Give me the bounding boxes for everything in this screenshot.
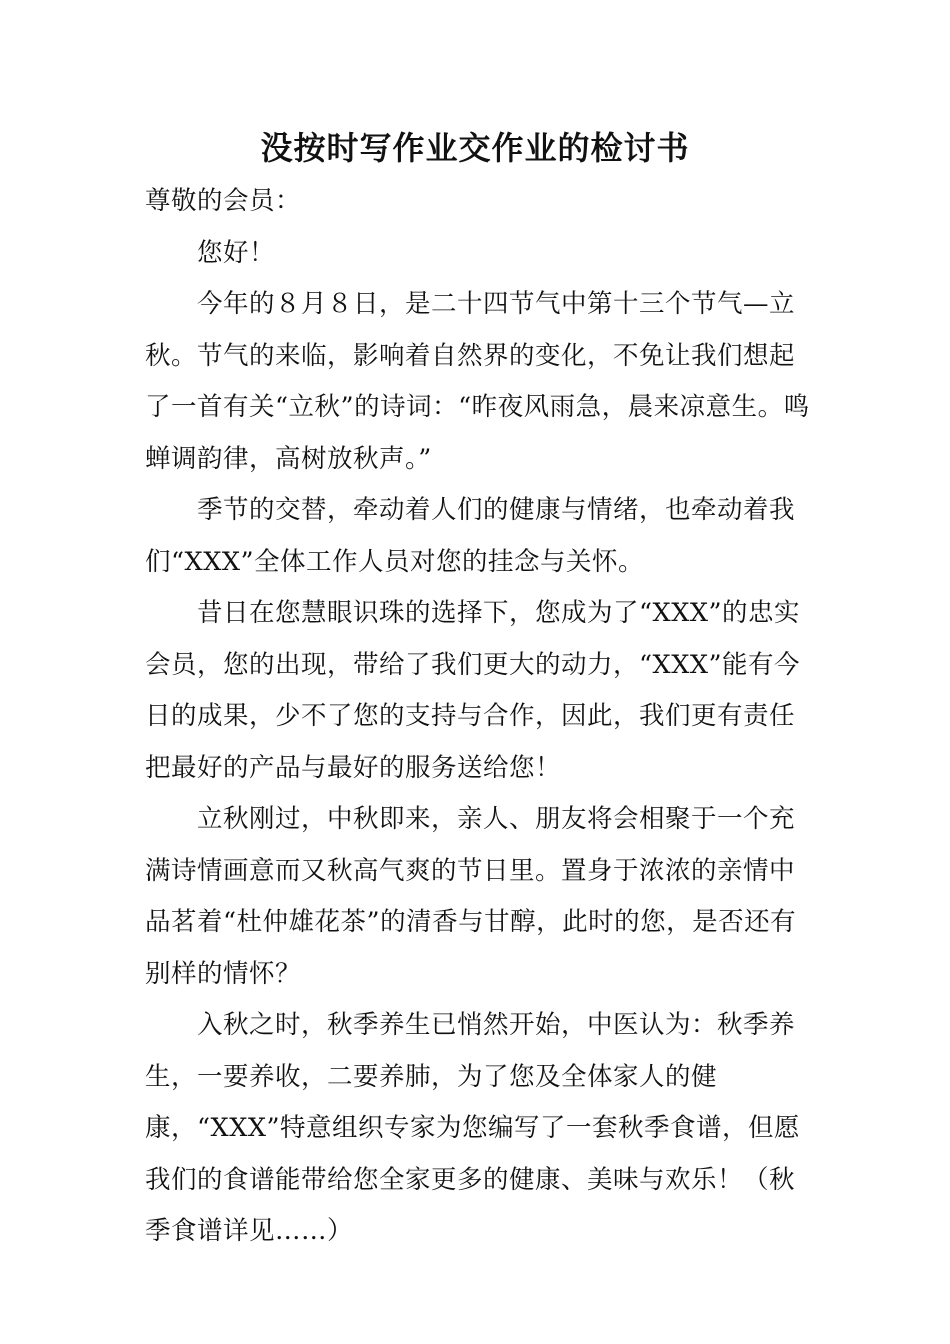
paragraph-greeting: 您好！: [197, 237, 276, 268]
paragraph-season-change: 季节的交替，牵动着人们的健康与情绪，也牵动着我们“XXX”全体工作人员对您的挂念与关怀。: [145, 495, 796, 577]
document-title: 没按时写作业交作业的检讨书: [260, 129, 690, 167]
paragraph-mid-autumn: 立秋刚过，中秋即来，亲人、朋友将会相聚于一个充满诗情画意而又秋高气爽的节日里。置身于浓浓的亲情中品茗着“杜仲雄花茶”的清香与甘醇，此时的您，是否还有别样的情怀？: [145, 804, 797, 989]
paragraph-autumn-health: 入秋之时，秋季养生已悄然开始，中医认为：秋季养生，一要养收，二要养肺，为了您及全体家人的健康，“XXX”特意组织专家为您编写了一套秋季食谱，但愿我们的食谱能带给您全家更多的健康、美味与欢乐！（秋季食谱详见……）: [145, 1010, 801, 1246]
paragraph-loyal-member: 昔日在您慧眼识珠的选择下，您成为了“XXX”的忠实会员，您的出现，带给了我们更大的动力，“XXX”能有今日的成果，少不了您的支持与合作，因此，我们更有责任把最好的产品与最好的服务送给您！: [145, 598, 801, 783]
paragraph-autumn-begins: 今年的８月８日，是二十四节气中第十三个节气—立秋。节气的来临，影响着自然界的变化，不免让我们想起了一首有关“立秋”的诗词：“昨夜风雨急，晨来凉意生。鸣蝉调韵律，高树放秋声。”: [145, 289, 810, 474]
salutation: 尊敬的会员：: [145, 186, 302, 216]
document-body: [145, 176, 810, 1258]
